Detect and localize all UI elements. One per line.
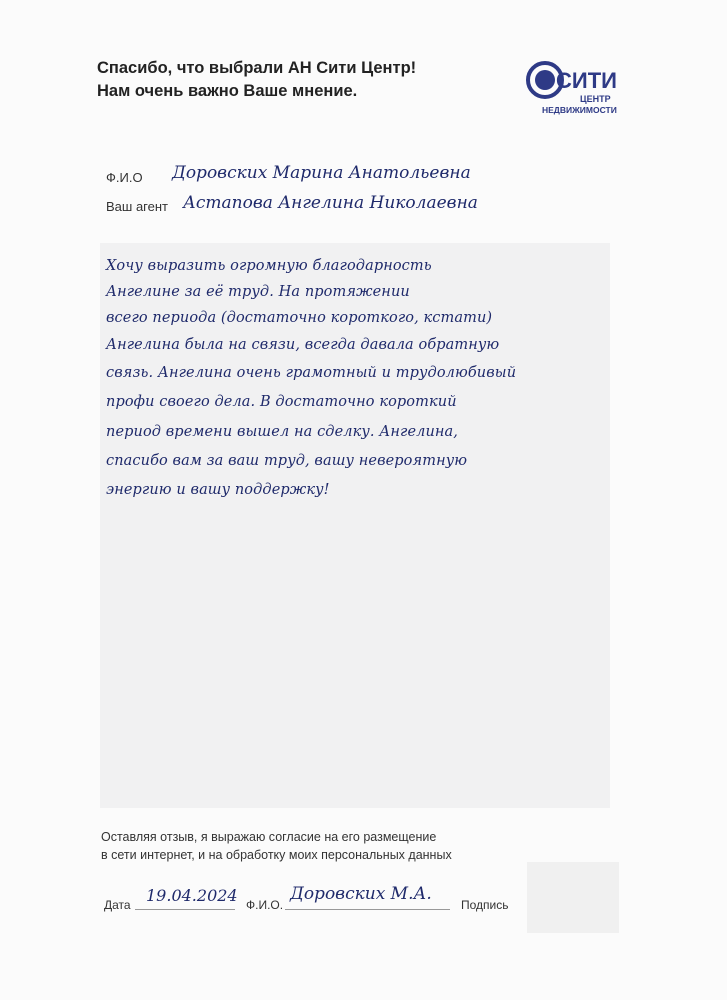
date-label: Дата [104, 898, 131, 912]
logo-sub-1: ЦЕНТР [580, 94, 611, 104]
review-line: энергию и вашу поддержку! [106, 482, 330, 498]
agent-label: Ваш агент [106, 199, 168, 214]
consent-text [101, 828, 541, 864]
fio-label: Ф.И.О [106, 170, 143, 185]
logo-word: СИТИ [556, 68, 617, 93]
review-line: спасибо вам за ваш труд, вашу невероятную [106, 453, 468, 469]
footer-fio-value: Доровских М.А. [290, 884, 432, 904]
header-title [97, 57, 497, 103]
agent-value: Астапова Ангелина Николаевна [183, 193, 478, 213]
header-line-1: Спасибо, что выбрали АН Сити Центр! [97, 59, 417, 77]
review-text-area [100, 243, 610, 808]
review-line: всего периода (достаточно короткого, кстати) [106, 310, 493, 326]
signature-box [527, 862, 619, 933]
date-underline [135, 909, 235, 910]
city-center-logo [524, 58, 624, 118]
consent-line-1: Оставляя отзыв, я выражаю согласие на его размещение [101, 830, 437, 844]
fio-underline [285, 909, 450, 910]
review-line: связь. Ангелина очень грамотный и трудолюбивый [106, 365, 517, 381]
logo-sub-2: НЕДВИЖИМОСТИ [542, 105, 617, 115]
review-line: Ангелина была на связи, всегда давала обратную [106, 337, 500, 353]
review-line: период времени вышел на сделку. Ангелина, [106, 424, 459, 440]
review-line: Ангелине за её труд. На протяжении [106, 284, 410, 300]
review-line: Хочу выразить огромную благодарность [106, 258, 432, 274]
review-line: профи своего дела. В достаточно короткий [106, 394, 457, 410]
date-value: 19.04.2024 [146, 886, 238, 905]
header-line-2: Нам очень важно Ваше мнение. [97, 82, 358, 100]
fio-value: Доровских Марина Анатольевна [172, 163, 471, 183]
footer-fio-label: Ф.И.О. [246, 898, 284, 912]
consent-line-2: в сети интернет, и на обработку моих персональных данных [101, 848, 452, 862]
signature-label: Подпись [461, 898, 509, 912]
